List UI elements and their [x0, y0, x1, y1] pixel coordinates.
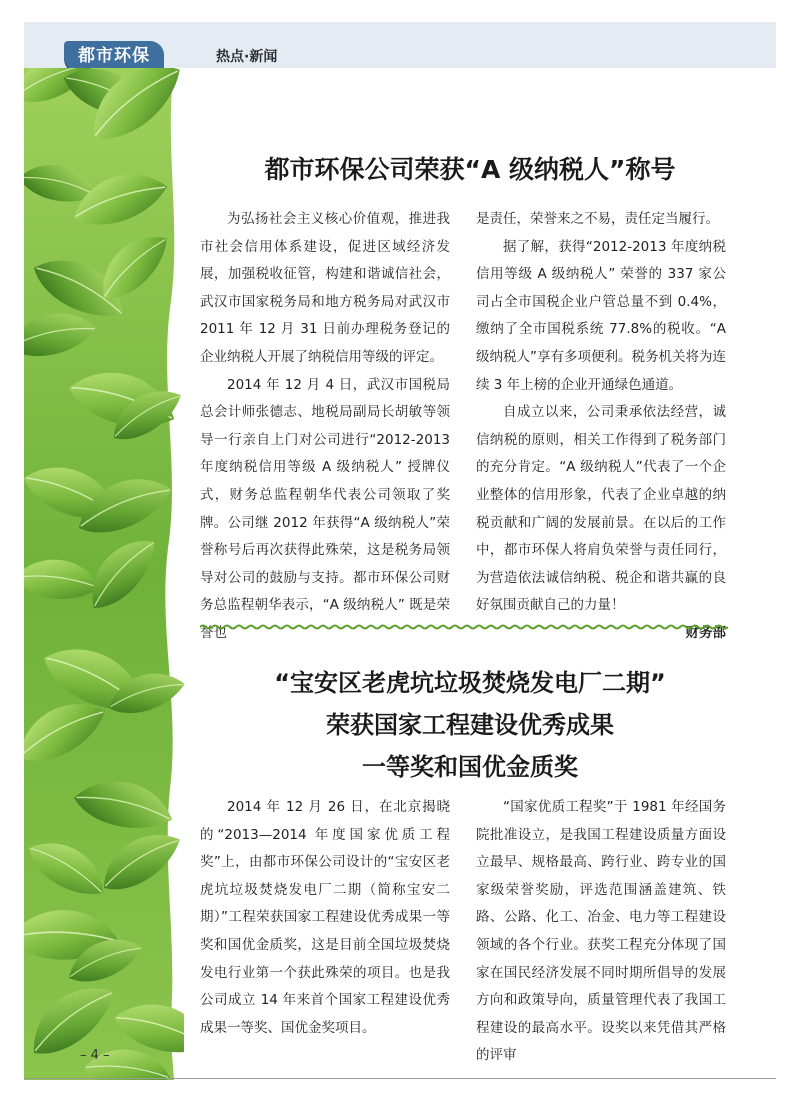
article2-column-right	[476, 794, 726, 1070]
article2-title-line: “宝安区老虎坑垃圾焚烧发电厂二期”	[274, 669, 666, 697]
article1-title: 都市环保公司荣获“A 级纳税人”称号	[264, 155, 676, 184]
leaf-pattern-image	[24, 68, 184, 1080]
article1-paragraph: 为弘扬社会主义核心价值观，推进我市社会信用体系建设，促进区域经济发展，加强税收征管，构建和谐诚信社会，武汉市国家税务局和地方税务局对武汉市2011 年 12 月 31 日前办理税务登记的企业纳税人开展了纳税信用等级的评定。	[200, 211, 450, 365]
leaf-decoration	[24, 68, 184, 1080]
brand-logo: 都市环保	[64, 41, 164, 71]
article1-column-right	[476, 206, 726, 648]
article2-paragraph: “国家优质工程奖”于 1981 年经国务院批准设立，是我国工程建设质量方面设立最早、规格最高、跨行业、跨专业的国家级荣誉奖励，评选范围涵盖建筑、铁路、公路、化工、冶金、电力等工程建设领域的各个行业。获奖工程充分体现了国家在国民经济发展不同时期所倡导的发展方向和政策导向，质量管理代表了我国工程建设的最高水平。设奖以来凭借其严格的评审	[476, 799, 726, 1064]
article-divider	[200, 624, 728, 630]
article2-title-line: 一等奖和国优金质奖	[362, 753, 578, 781]
article1-column-left	[200, 206, 450, 648]
section-label: 热点·新闻	[216, 49, 278, 65]
article2-paragraph: 2014 年 12 月 26 日，在北京揭晓的“2013—2014 年度国家优质工程奖”上，由都市环保公司设计的“宝安区老虎坑垃圾焚烧发电厂二期（简称宝安二期）”工程荣获国家工程建设优秀成果一等奖和国优金质奖，这是目前全国垃圾焚烧发电行业第一个获此殊荣的项目。也是我公司成立 14 年来首个国家工程建设优秀成果一等奖、国优金奖项目。	[200, 799, 450, 1036]
page-number: – 4 –	[80, 1048, 110, 1063]
article2-title	[190, 662, 750, 788]
article2-title-line: 荣获国家工程建设优秀成果	[326, 711, 614, 739]
bottom-rule	[24, 1078, 776, 1079]
article1-paragraph-continued: 是责任，荣誉来之不易，责任定当履行。	[476, 211, 719, 227]
article1-paragraph: 自成立以来，公司秉承依法经营，诚信纳税的原则，相关工作得到了税务部门的充分肯定。“A 级纳税人”代表了一个企业整体的信用形象，代表了企业卓越的纳税贡献和广阔的发展前景。在以后的工作中，都市环保人将肩负荣誉与责任同行，为营造依法诚信纳税、税企和谐共赢的良好氛围贡献自己的力量！	[476, 404, 726, 614]
article1-paragraph: 2014 年 12 月 4 日，武汉市国税局总会计师张德志、地税局副局长胡敏等领导一行亲自上门对公司进行“2012-2013 年度纳税信用等级 A 级纳税人” 授牌仪式，财务总监程朝华代表公司领取了奖牌。公司继 2012 年获得“A 级纳税人”荣誉称号后再次获得此殊荣，这是税务局领导对公司的鼓励与支持。都市环保公司财务总监程朝华表示，“A 级纳税人” 既是荣誉也	[200, 376, 450, 641]
article1-paragraph: 据了解，获得“2012-2013 年度纳税信用等级 A 级纳税人” 荣誉的 337 家公司占全市国税企业户管总量不到 0.4%，缴纳了全市国税系统 77.8%的税收。“A 级纳税人”享有多项便利。税务机关将为连续 3 年上榜的企业开通绿色通道。	[476, 238, 726, 393]
article2-column-left	[200, 794, 450, 1042]
article1-signature: 财务部	[685, 624, 726, 641]
